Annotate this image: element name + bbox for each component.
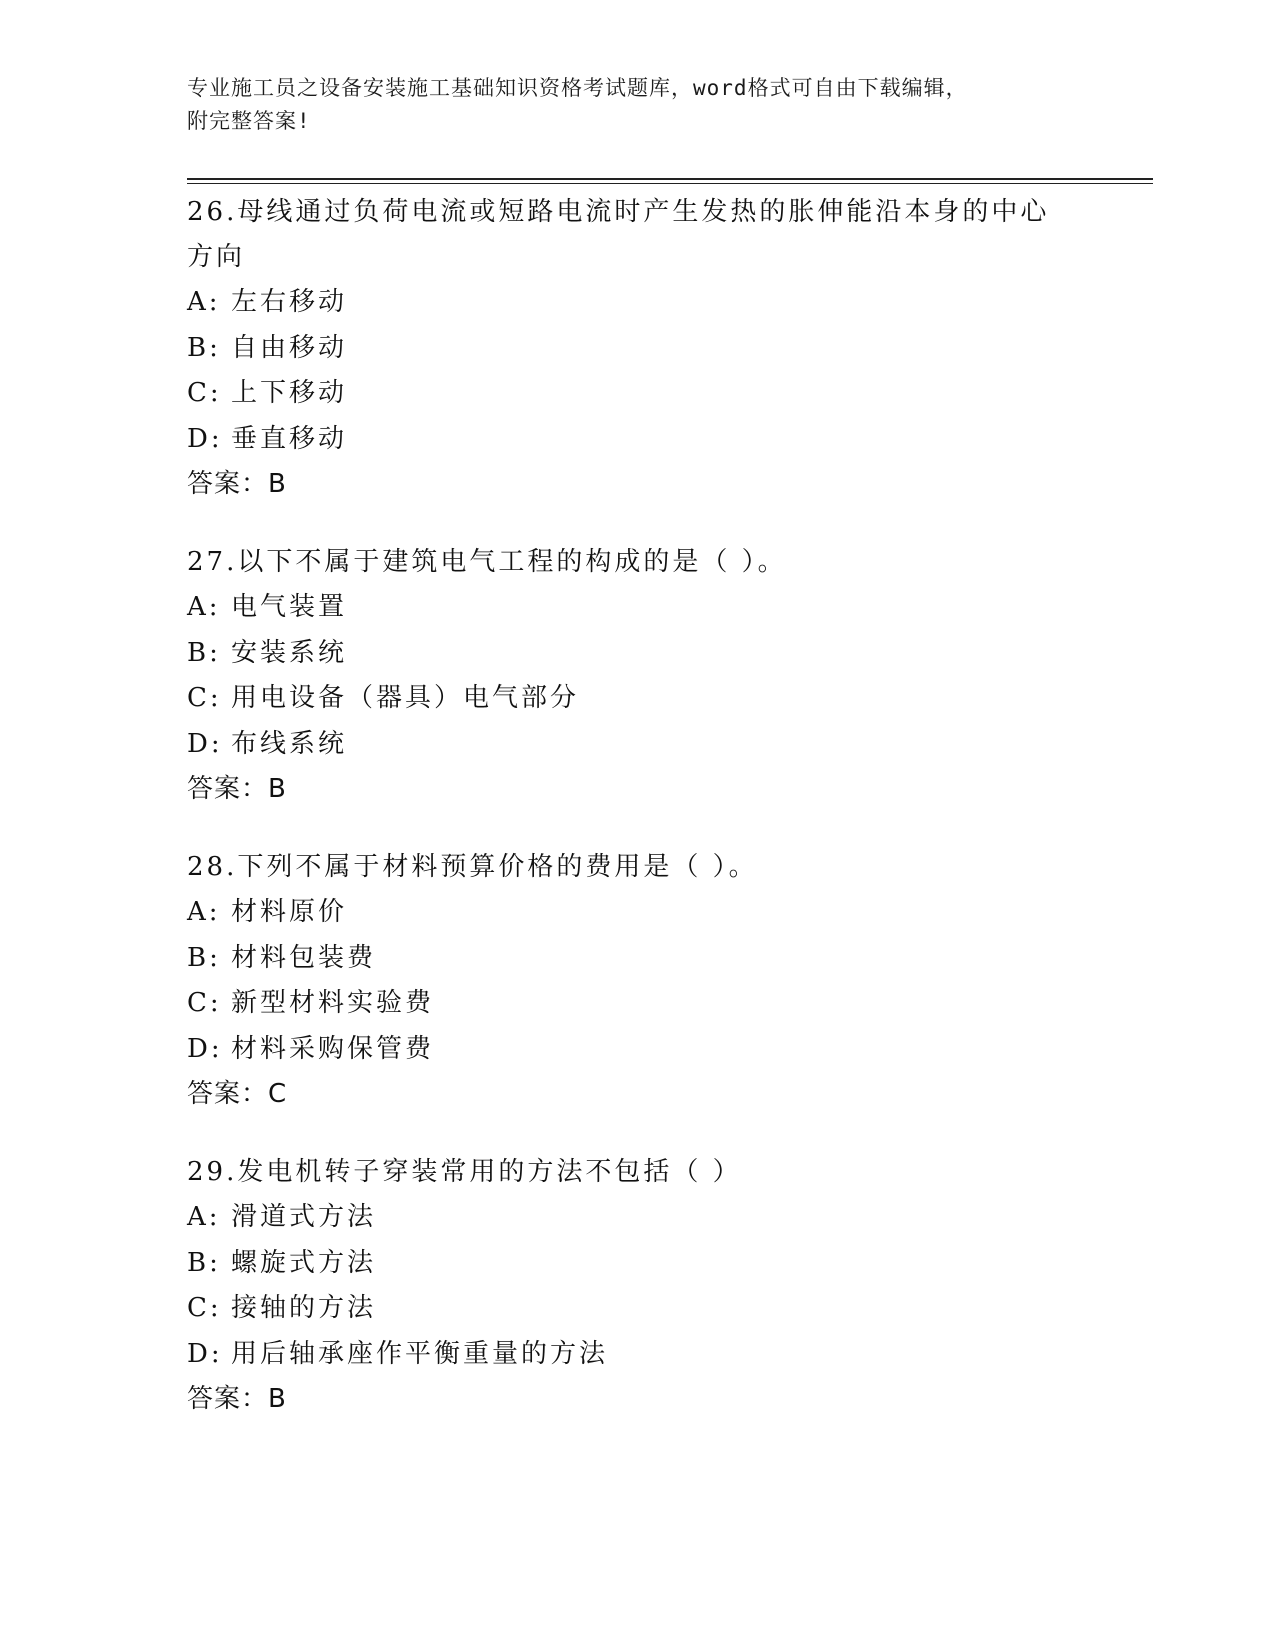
- header-line-2: 附完整答案!: [187, 109, 311, 133]
- answer-line: 答案：B: [187, 774, 287, 804]
- question-item: [187, 1150, 1087, 1422]
- question-item: [187, 540, 1087, 812]
- header-divider-thick: [187, 178, 1153, 180]
- option-a: [187, 890, 1087, 936]
- option-b: [187, 1241, 1087, 1287]
- option-text: 自由移动: [231, 332, 348, 363]
- option-text: 布线系统: [231, 728, 348, 759]
- option-b: [187, 936, 1087, 982]
- option-a: [187, 585, 1087, 631]
- answer-line: 答案：B: [187, 1384, 287, 1414]
- option-text: 安装系统: [231, 637, 348, 668]
- option-letter: A:: [187, 897, 221, 927]
- option-text: 螺旋式方法: [231, 1247, 377, 1278]
- option-text: 滑道式方法: [231, 1202, 377, 1232]
- option-letter: C:: [187, 988, 222, 1018]
- option-letter: B:: [187, 942, 221, 973]
- question-item: [187, 845, 1087, 1117]
- question-list: [187, 190, 1087, 1455]
- option-letter: C:: [187, 683, 222, 713]
- option-c: [187, 1286, 1087, 1332]
- option-letter: B:: [187, 637, 221, 668]
- option-text: 电气装置: [231, 592, 348, 622]
- option-text: 用电设备（器具）电气部分: [231, 683, 580, 713]
- answer-line: 答案：C: [187, 1079, 288, 1109]
- option-c: [187, 371, 1087, 417]
- option-letter: D:: [187, 423, 223, 454]
- option-letter: A:: [187, 287, 221, 317]
- option-d: [187, 417, 1087, 463]
- option-text: 新型材料实验费: [231, 988, 435, 1018]
- header-divider-thin: [187, 183, 1153, 184]
- option-b: [187, 326, 1087, 372]
- option-text: 接轴的方法: [231, 1293, 377, 1323]
- option-letter: B:: [187, 332, 221, 363]
- question-stem: 29.发电机转子穿装常用的方法不包括（ ）: [187, 1157, 742, 1187]
- option-d: [187, 722, 1087, 768]
- option-a: [187, 1195, 1087, 1241]
- option-letter: D:: [187, 728, 223, 759]
- option-d: [187, 1332, 1087, 1378]
- option-letter: A:: [187, 592, 221, 622]
- option-letter: B:: [187, 1247, 221, 1278]
- document-header: [187, 72, 1067, 138]
- option-text: 材料采购保管费: [231, 1033, 435, 1064]
- option-text: 左右移动: [231, 287, 348, 317]
- option-a: [187, 280, 1087, 326]
- option-letter: C:: [187, 378, 222, 408]
- option-c: [187, 676, 1087, 722]
- option-b: [187, 631, 1087, 677]
- option-text: 用后轴承座作平衡重量的方法: [231, 1338, 609, 1369]
- question-stem: 26.母线通过负荷电流或短路电流时产生发热的胀伸能沿本身的中心方向: [187, 197, 1050, 272]
- option-c: [187, 981, 1087, 1027]
- option-text: 垂直移动: [231, 423, 348, 454]
- option-letter: C:: [187, 1293, 222, 1323]
- option-letter: D:: [187, 1033, 223, 1064]
- answer-line: 答案：B: [187, 469, 287, 499]
- header-line-1: 专业施工员之设备安装施工基础知识资格考试题库，word格式可自由下载编辑，: [187, 76, 968, 100]
- option-text: 上下移动: [231, 378, 348, 408]
- question-stem: 27.以下不属于建筑电气工程的构成的是（ ）。: [187, 547, 787, 577]
- option-letter: A:: [187, 1202, 221, 1232]
- option-letter: D:: [187, 1338, 223, 1369]
- question-item: [187, 190, 1087, 507]
- question-stem: 28.下列不属于材料预算价格的费用是（ ）。: [187, 852, 758, 882]
- option-text: 材料原价: [231, 897, 348, 927]
- option-d: [187, 1027, 1087, 1073]
- option-text: 材料包装费: [231, 942, 377, 973]
